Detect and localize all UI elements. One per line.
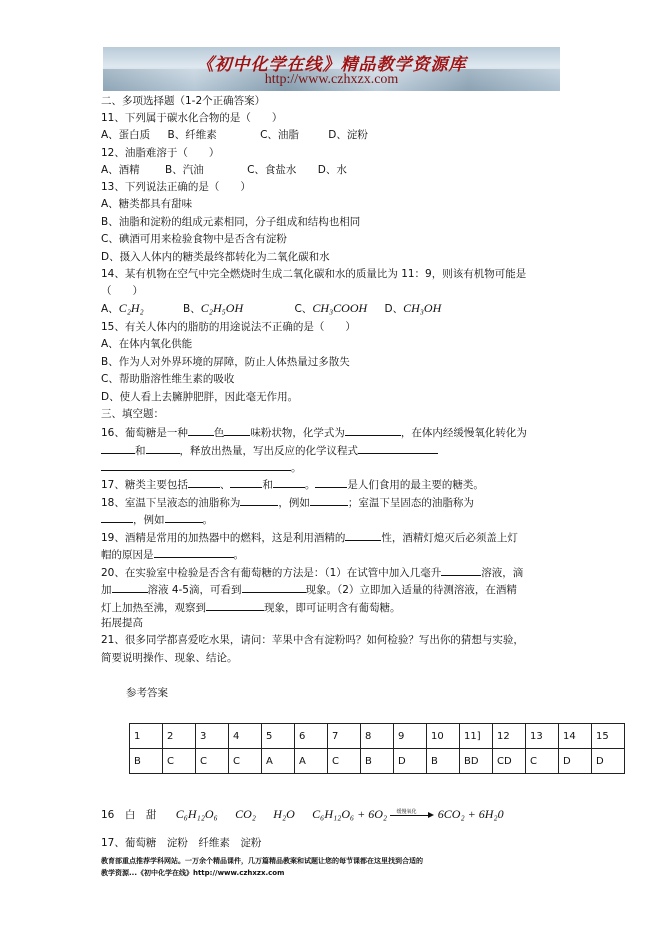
option-b: B、 <box>183 303 201 315</box>
q11-options <box>101 128 368 142</box>
q16-line1 <box>101 424 527 440</box>
q12-options <box>101 163 347 177</box>
answer-number-cell: 13 <box>526 724 559 749</box>
option-a: A、蛋白质 <box>101 129 151 141</box>
answer-number-cell: 9 <box>394 724 427 749</box>
answer-number-cell: 1 <box>130 724 163 749</box>
q16-text: 。 <box>291 462 302 474</box>
q19-text: 性，酒精灯熄灭后必须盖上灯 <box>381 532 518 544</box>
answer-letter-cell: B <box>427 749 460 774</box>
extension-heading: 拓展提高 <box>101 617 143 629</box>
section-heading-3: 三、填空题： <box>101 408 164 420</box>
blank <box>224 424 250 436</box>
q20-text: 加 <box>101 584 112 596</box>
answer-number-cell: 15 <box>592 724 625 749</box>
q20-line1 <box>101 564 523 580</box>
banner-url[interactable]: http://www.czhxzx.com <box>264 72 399 87</box>
q16-text: 味粉状物，化学式为 <box>250 427 345 439</box>
blank <box>242 581 306 593</box>
answer-number-cell: 7 <box>328 724 361 749</box>
option-d: D、水 <box>317 164 347 176</box>
footer-line-2: 教学资源...《初中化学在线》http://www.czhxzx.com <box>101 869 285 877</box>
option-a: A、酒精 <box>101 164 140 176</box>
q14-stem: 14、某有机物在空气中完全燃烧时生成二氧化碳和水的质量比为 11：9，则该有机物可能是 <box>101 268 527 280</box>
blank <box>146 442 180 454</box>
q16-text: 和 <box>135 445 146 457</box>
q16-text: ，在体内经缓慢氧化转化为 <box>400 427 527 439</box>
q18-text: ；室温下呈固态的油脂称为 <box>347 497 474 509</box>
q16-text: ，释放出热量，写出反应的化学议程式 <box>179 445 358 457</box>
answer-number-cell: 3 <box>196 724 229 749</box>
q20-text: 溶液，滴 <box>481 567 524 579</box>
q12-stem: 12、油脂难溶于（ ） <box>101 147 220 159</box>
answer-number-cell: 2 <box>163 724 196 749</box>
blank <box>101 511 133 523</box>
answer-letter-cell: C <box>196 749 229 774</box>
q13-option-b: B、油脂和淀粉的组成元素相同，分子组成和结构也相同 <box>101 216 361 228</box>
answer-letter-cell: D <box>394 749 427 774</box>
q17-text: 、 <box>219 479 231 491</box>
reaction-arrow <box>390 810 434 820</box>
blank <box>310 494 348 506</box>
blank <box>154 546 234 558</box>
footer-line-1: 教育部重点推荐学科网站。一万余个精品课件，几万篇精品教案和试题让您的每节课都在这里找到合适的 <box>101 857 423 865</box>
q20-text: 现象。（2）立即加入适量的待测溶液，在酒精 <box>305 584 517 596</box>
answer-number-cell: 5 <box>262 724 295 749</box>
blank <box>345 529 381 541</box>
q15-option-a: A、在体内氧化供能 <box>101 338 193 350</box>
q13-option-a: A、糖类都具有甜味 <box>101 198 193 210</box>
q14-paren: （ ） <box>101 285 143 297</box>
blank <box>441 564 481 576</box>
footer-note <box>101 855 423 879</box>
blank <box>188 476 220 488</box>
q18-line1 <box>101 494 474 510</box>
q19-text: 19、酒精是常用的加热器中的燃料，这是利用酒精的 <box>101 532 346 544</box>
q17-text: 。 <box>304 479 316 491</box>
option-b: B、纤维素 <box>167 129 217 141</box>
answer-number-cell: 12 <box>493 724 526 749</box>
q18-line2 <box>101 511 213 527</box>
answer-number-cell: 6 <box>295 724 328 749</box>
q17-text: 和 <box>262 479 273 491</box>
header-banner <box>103 47 560 91</box>
equation-left: C₆H₁₂O₆ + 6O₂ <box>312 807 388 821</box>
option-b: B、汽油 <box>165 164 204 176</box>
answer-letter-cell: B <box>130 749 163 774</box>
banner-title: 《初中化学在线》精品教学资源库 <box>196 55 467 75</box>
blank <box>101 459 291 471</box>
section-heading-2: 二、多项选择题（1-2个正确答案） <box>101 95 266 107</box>
formula-glucose: C₆H₁₂O₆ <box>175 807 218 821</box>
q19-line2 <box>101 546 244 562</box>
equation-right: 6CO₂ + 6H₂0 <box>437 807 504 821</box>
q14-options <box>101 301 441 316</box>
q21-line1: 21、很多同学都喜爱吃水果，请问：苹果中含有淀粉吗？如何检验？写出你的猜想与实验， <box>101 634 524 646</box>
answer-letter-cell: C <box>163 749 196 774</box>
reaction-condition: 缓慢氧化 <box>396 809 417 815</box>
q18-text: 。 <box>202 514 213 526</box>
answer-letter-cell: B <box>361 749 394 774</box>
blank <box>188 424 214 436</box>
q18-text: ，例如 <box>133 514 165 526</box>
answer-letter-cell: A <box>295 749 328 774</box>
option-d: D、 <box>384 303 404 315</box>
blank <box>345 424 401 436</box>
answer-letter-cell: D <box>592 749 625 774</box>
q16-line3 <box>101 459 302 475</box>
q13-stem: 13、下列说法正确的是（ ） <box>101 181 251 193</box>
formula-h2o: H₂O <box>273 807 295 821</box>
q17-line <box>101 476 484 492</box>
q21-line2: 简要说明操作、现象、结论。 <box>101 652 238 664</box>
q19-text: 帽的原因是 <box>101 549 154 561</box>
blank <box>206 599 264 611</box>
answer-letter-cell: CD <box>493 749 526 774</box>
answer-letter-cell: C <box>526 749 559 774</box>
q20-text: 灯上加热至沸，观察到 <box>101 602 206 614</box>
blank <box>230 476 262 488</box>
formula-ch3oh: CH₃OH <box>403 301 442 315</box>
formula-co2: CO₂ <box>235 807 256 821</box>
formula-c2h5oh: C₂H₅OH <box>200 301 244 315</box>
answer-letter-cell: D <box>559 749 592 774</box>
q16-text: 色 <box>213 427 225 439</box>
answer-letter-row <box>130 749 625 774</box>
option-c: C、食盐水 <box>247 164 297 176</box>
q13-option-d: D、摄入人体内的糖类最终都转化为二氧化碳和水 <box>101 251 330 263</box>
q18-text: ，例如 <box>278 497 310 509</box>
answers-heading: 参考答案 <box>126 687 168 699</box>
answer-number-cell: 8 <box>361 724 394 749</box>
a16-label: 16 白 甜 <box>101 809 157 821</box>
answer-letter-cell: C <box>229 749 262 774</box>
q11-stem: 11、下列属于碳水化合物的是（ ） <box>101 112 283 124</box>
blank <box>112 581 148 593</box>
q19-line1 <box>101 529 518 545</box>
option-c: C、油脂 <box>260 129 299 141</box>
option-d: D、淀粉 <box>328 129 368 141</box>
answer-17: 17、葡萄糖 淀粉 纤维素 淀粉 <box>101 837 262 849</box>
option-c: C、 <box>294 303 313 315</box>
formula-c2h2: C₂H₂ <box>118 301 144 315</box>
blank <box>273 476 305 488</box>
q15-option-d: D、使人看上去臃肿肥胖，因此毫无作用。 <box>101 391 299 403</box>
option-a: A、 <box>101 303 119 315</box>
formula-ch3cooh: CH₃COOH <box>312 301 368 315</box>
answer-number-cell: 11] <box>460 724 493 749</box>
q13-option-c: C、碘酒可用来检验食物中是否含有淀粉 <box>101 233 287 245</box>
q20-line3 <box>101 599 401 615</box>
answer-number-cell: 14 <box>559 724 592 749</box>
q17-text: 17、糖类主要包括 <box>101 479 188 491</box>
blank <box>358 442 438 454</box>
q20-text: 20、在实验室中检验是否含有葡萄糖的方法是：（1）在试管中加入几毫升 <box>101 567 442 579</box>
answer-table <box>129 723 625 774</box>
blank <box>315 476 347 488</box>
q18-text: 18、室温下呈液态的油脂称为 <box>101 497 241 509</box>
q16-line2 <box>101 442 438 458</box>
blank <box>165 511 203 523</box>
blank <box>101 442 135 454</box>
q17-text: 是人们食用的最主要的糖类。 <box>347 479 484 491</box>
q20-line2 <box>101 581 517 597</box>
q20-text: 溶液 4-5滴，可看到 <box>147 584 242 596</box>
q19-text: 。 <box>233 549 244 561</box>
answer-number-cell: 10 <box>427 724 460 749</box>
q20-text: 现象，即可证明含有葡萄糖。 <box>264 602 401 614</box>
q16-text: 16、葡萄糖是一种 <box>101 427 188 439</box>
answer-letter-cell: A <box>262 749 295 774</box>
q15-stem: 15、有关人体内的脂肪的用途说法不正确的是（ ） <box>101 321 356 333</box>
blank <box>240 494 278 506</box>
answer-letter-cell: BD <box>460 749 493 774</box>
answer-letter-cell: C <box>328 749 361 774</box>
q15-option-c: C、帮助脂溶性维生素的吸收 <box>101 373 235 385</box>
answer-number-cell: 4 <box>229 724 262 749</box>
answer-16 <box>101 807 504 822</box>
answer-number-row <box>130 724 625 749</box>
q15-option-b: B、作为人对外界环境的屏障，防止人体热量过多散失 <box>101 356 350 368</box>
